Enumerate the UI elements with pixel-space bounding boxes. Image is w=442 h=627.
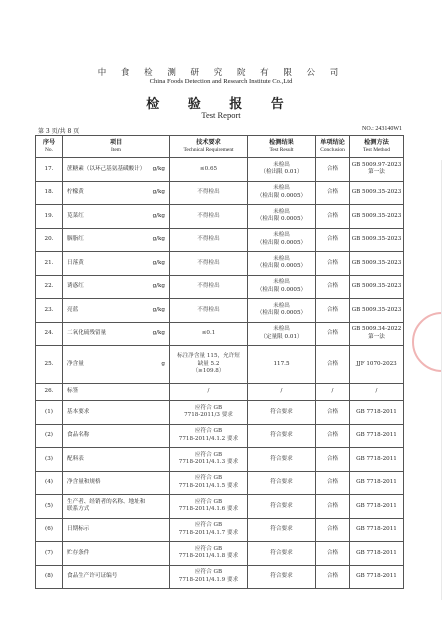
table-row bbox=[36, 565, 404, 589]
conclusion-cell: 合格 bbox=[316, 495, 350, 519]
item-cell bbox=[63, 205, 170, 229]
item-unit: g/kg bbox=[152, 283, 165, 290]
conclusion-cell: 合格 bbox=[316, 471, 350, 495]
requirement-cell: 应符合 GB 7718-2011/4.1.5 要求 bbox=[170, 471, 248, 495]
table-row bbox=[36, 384, 404, 401]
item-name: 胭脂红 bbox=[67, 236, 84, 243]
item-cell bbox=[63, 252, 170, 276]
item-cell bbox=[63, 299, 170, 323]
report-title-en: Test Report bbox=[201, 110, 241, 120]
item-unit: g/kg bbox=[152, 236, 165, 243]
row-number-cell: (5) bbox=[36, 495, 63, 519]
requirement-cell: ≤0.65 bbox=[170, 158, 248, 182]
row-number-cell: (8) bbox=[36, 565, 63, 589]
item-name: 柠檬黄 bbox=[67, 189, 84, 196]
result-cell: 符合要求 bbox=[248, 401, 316, 425]
table-row bbox=[36, 471, 404, 495]
method-cell: GB 7718-2011 bbox=[350, 424, 404, 448]
requirement-cell: 应符合 GB 7718-2011/3 要求 bbox=[170, 401, 248, 425]
column-header bbox=[36, 136, 63, 158]
result-cell: 符合要求 bbox=[248, 542, 316, 566]
item-cell bbox=[63, 384, 170, 401]
result-cell: 未检出 （检出限 0.01） bbox=[248, 158, 316, 182]
table-row bbox=[36, 275, 404, 299]
row-number-cell: (4) bbox=[36, 471, 63, 495]
requirement-cell: 应符合 GB 7718-2011/4.1.7 要求 bbox=[170, 518, 248, 542]
column-header-cn: 单项结论 bbox=[320, 139, 345, 147]
requirement-cell: ≤0.1 bbox=[170, 322, 248, 346]
method-cell: JJF 1070-2023 bbox=[350, 346, 404, 384]
item-name: 日期标示 bbox=[67, 526, 90, 533]
conclusion-cell: 合格 bbox=[316, 275, 350, 299]
row-number-cell: 17. bbox=[36, 158, 63, 182]
requirement-cell: 应符合 GB 7718-2011/4.1.8 要求 bbox=[170, 542, 248, 566]
method-cell: GB 7718-2011 bbox=[350, 542, 404, 566]
item-cell bbox=[63, 448, 170, 472]
table-row bbox=[36, 448, 404, 472]
result-cell: 符合要求 bbox=[248, 565, 316, 589]
column-header bbox=[248, 136, 316, 158]
column-header bbox=[63, 136, 170, 158]
conclusion-cell: 合格 bbox=[316, 518, 350, 542]
result-cell: 未检出 （检出限 0.0005） bbox=[248, 275, 316, 299]
method-cell: GB 5009.97-2023 第一法 bbox=[350, 158, 404, 182]
result-cell: 符合要求 bbox=[248, 471, 316, 495]
method-cell: GB 5009.35-2023 bbox=[350, 181, 404, 205]
table-row bbox=[36, 424, 404, 448]
conclusion-cell: 合格 bbox=[316, 401, 350, 425]
item-cell bbox=[63, 158, 170, 182]
item-name: 基本要求 bbox=[67, 408, 90, 415]
method-cell: GB 5009.35-2023 bbox=[350, 299, 404, 323]
conclusion-cell: / bbox=[316, 384, 350, 401]
requirement-cell: 应符合 GB 7718-2011/4.1.6 要求 bbox=[170, 495, 248, 519]
item-cell bbox=[63, 401, 170, 425]
method-cell: GB 5009.35-2023 bbox=[350, 275, 404, 299]
conclusion-cell: 合格 bbox=[316, 448, 350, 472]
row-number-cell: (3) bbox=[36, 448, 63, 472]
item-cell bbox=[63, 181, 170, 205]
column-header bbox=[170, 136, 248, 158]
requirement-cell: 标注净含量 115，允许短 缺量 5.2 （≥109.8） bbox=[170, 346, 248, 384]
organization-name-cn: 中 食 检 测 研 究 院 有 限 公 司 bbox=[97, 68, 345, 78]
column-header-cn: 技术要求 bbox=[196, 139, 221, 147]
item-name: 亮蓝 bbox=[67, 306, 79, 313]
official-seal bbox=[412, 312, 442, 372]
result-cell: 符合要求 bbox=[248, 495, 316, 519]
conclusion-cell: 合格 bbox=[316, 181, 350, 205]
result-cell: 117.5 bbox=[248, 346, 316, 384]
table-row bbox=[36, 322, 404, 346]
item-unit: g/kg bbox=[152, 212, 165, 219]
row-number-cell: 24. bbox=[36, 322, 63, 346]
table-header-row bbox=[36, 136, 404, 158]
item-cell bbox=[63, 322, 170, 346]
conclusion-cell: 合格 bbox=[316, 322, 350, 346]
item-name: 苋菜红 bbox=[67, 212, 84, 219]
row-number-cell: 25. bbox=[36, 346, 63, 384]
item-cell bbox=[63, 518, 170, 542]
requirement-cell: 不得检出 bbox=[170, 205, 248, 229]
item-cell bbox=[63, 542, 170, 566]
result-cell: 未检出 （检出限 0.0005） bbox=[248, 299, 316, 323]
item-unit: g/kg bbox=[152, 189, 165, 196]
row-number-cell: 19. bbox=[36, 205, 63, 229]
item-name: 食品名称 bbox=[67, 432, 90, 439]
item-name: 贮存条件 bbox=[67, 549, 90, 556]
method-cell: GB 7718-2011 bbox=[350, 518, 404, 542]
method-cell: GB 5009.34-2022 第一法 bbox=[350, 322, 404, 346]
item-name: 食品生产许可证编号 bbox=[67, 573, 118, 580]
method-cell: GB 5009.35-2023 bbox=[350, 252, 404, 276]
table-row bbox=[36, 518, 404, 542]
requirement-cell: 应符合 GB 7718-2011/4.1.2 要求 bbox=[170, 424, 248, 448]
requirement-cell: 应符合 GB 7718-2011/4.1.3 要求 bbox=[170, 448, 248, 472]
result-cell: / bbox=[248, 384, 316, 401]
requirement-cell: 不得检出 bbox=[170, 299, 248, 323]
result-cell: 未检出 （检出限 0.0005） bbox=[248, 228, 316, 252]
item-name: 诱惑红 bbox=[67, 283, 84, 290]
column-header-cn: 检测结果 bbox=[269, 139, 294, 147]
requirement-cell: 不得检出 bbox=[170, 275, 248, 299]
method-cell: GB 5009.35-2023 bbox=[350, 205, 404, 229]
item-cell bbox=[63, 275, 170, 299]
row-number-cell: (1) bbox=[36, 401, 63, 425]
table-row bbox=[36, 205, 404, 229]
column-header-en: No. bbox=[45, 146, 53, 153]
row-number-cell: 26. bbox=[36, 384, 63, 401]
item-name: 生产者、经销者的名称、地址和 联系方式 bbox=[67, 498, 146, 513]
conclusion-cell: 合格 bbox=[316, 346, 350, 384]
item-unit: g/kg bbox=[152, 165, 165, 172]
item-cell bbox=[63, 471, 170, 495]
conclusion-cell: 合格 bbox=[316, 424, 350, 448]
item-cell bbox=[63, 424, 170, 448]
table-row bbox=[36, 495, 404, 519]
item-name: 配料表 bbox=[67, 455, 84, 462]
requirement-cell: / bbox=[170, 384, 248, 401]
column-header-en: Technical Requirement bbox=[183, 146, 234, 153]
table-row bbox=[36, 401, 404, 425]
method-cell: GB 5009.35-2023 bbox=[350, 228, 404, 252]
row-number-cell: (6) bbox=[36, 518, 63, 542]
method-cell: GB 7718-2011 bbox=[350, 448, 404, 472]
organization-name-en: China Foods Detection and Research Institute Co.,Ltd bbox=[149, 78, 293, 85]
requirement-cell: 不得检出 bbox=[170, 228, 248, 252]
item-name: 净含量 bbox=[67, 360, 84, 367]
conclusion-cell: 合格 bbox=[316, 565, 350, 589]
requirement-cell: 不得检出 bbox=[170, 181, 248, 205]
column-header bbox=[350, 136, 404, 158]
item-name: 净含量和规格 bbox=[67, 479, 101, 486]
report-number: NO.: 243140W1 bbox=[362, 126, 402, 132]
row-number-cell: 23. bbox=[36, 299, 63, 323]
item-name: 日落黄 bbox=[67, 259, 84, 266]
item-cell bbox=[63, 228, 170, 252]
result-cell: 符合要求 bbox=[248, 424, 316, 448]
method-cell: / bbox=[350, 384, 404, 401]
row-number-cell: (2) bbox=[36, 424, 63, 448]
table-row bbox=[36, 299, 404, 323]
column-header-en: Item bbox=[111, 146, 121, 153]
result-cell: 未检出 （定量限 0.01） bbox=[248, 322, 316, 346]
conclusion-cell: 合格 bbox=[316, 228, 350, 252]
table-body bbox=[36, 158, 404, 589]
method-cell: GB 7718-2011 bbox=[350, 471, 404, 495]
table-row bbox=[36, 181, 404, 205]
conclusion-cell: 合格 bbox=[316, 205, 350, 229]
column-header-en: Test Result bbox=[269, 146, 294, 153]
conclusion-cell: 合格 bbox=[316, 542, 350, 566]
result-cell: 符合要求 bbox=[248, 518, 316, 542]
item-name: 蔗糖素（以环己基氨基磺酸计） bbox=[67, 165, 146, 172]
column-header-cn: 序号 bbox=[42, 139, 56, 147]
column-header-cn: 检测方法 bbox=[364, 139, 389, 147]
item-unit: g/kg bbox=[152, 330, 165, 337]
row-number-cell: 18. bbox=[36, 181, 63, 205]
item-unit: g/kg bbox=[152, 259, 165, 266]
page-number: 第 3 页/共 8 页 bbox=[38, 128, 80, 135]
row-number-cell: 20. bbox=[36, 228, 63, 252]
table-row bbox=[36, 252, 404, 276]
row-number-cell: 21. bbox=[36, 252, 63, 276]
column-header-en: Conclusion bbox=[320, 146, 345, 153]
item-cell bbox=[63, 495, 170, 519]
result-cell: 未检出 （检出限 0.0005） bbox=[248, 205, 316, 229]
item-unit: g bbox=[161, 360, 165, 367]
report-title-cn: 检 验 报 告 bbox=[146, 97, 296, 112]
item-cell bbox=[63, 346, 170, 384]
result-cell: 未检出 （检出限 0.0005） bbox=[248, 181, 316, 205]
item-unit: g/kg bbox=[152, 306, 165, 313]
method-cell: GB 7718-2011 bbox=[350, 401, 404, 425]
row-number-cell: 22. bbox=[36, 275, 63, 299]
requirement-cell: 应符合 GB 7718-2011/4.1.9 要求 bbox=[170, 565, 248, 589]
column-header-cn: 项目 bbox=[109, 139, 123, 147]
result-cell: 未检出 （检出限 0.0005） bbox=[248, 252, 316, 276]
conclusion-cell: 合格 bbox=[316, 252, 350, 276]
result-cell: 符合要求 bbox=[248, 448, 316, 472]
item-name: 标签 bbox=[67, 388, 79, 395]
column-header bbox=[316, 136, 350, 158]
table-row bbox=[36, 346, 404, 384]
method-cell: GB 7718-2011 bbox=[350, 495, 404, 519]
row-number-cell: (7) bbox=[36, 542, 63, 566]
column-header-en: Test Method bbox=[362, 146, 391, 153]
item-cell bbox=[63, 565, 170, 589]
table-row bbox=[36, 158, 404, 182]
conclusion-cell: 合格 bbox=[316, 299, 350, 323]
table-row bbox=[36, 542, 404, 566]
conclusion-cell: 合格 bbox=[316, 158, 350, 182]
requirement-cell: 不得检出 bbox=[170, 252, 248, 276]
table-row bbox=[36, 228, 404, 252]
item-name: 二氧化硫残留量 bbox=[67, 330, 107, 337]
method-cell: GB 7718-2011 bbox=[350, 565, 404, 589]
test-results-table bbox=[35, 135, 404, 589]
